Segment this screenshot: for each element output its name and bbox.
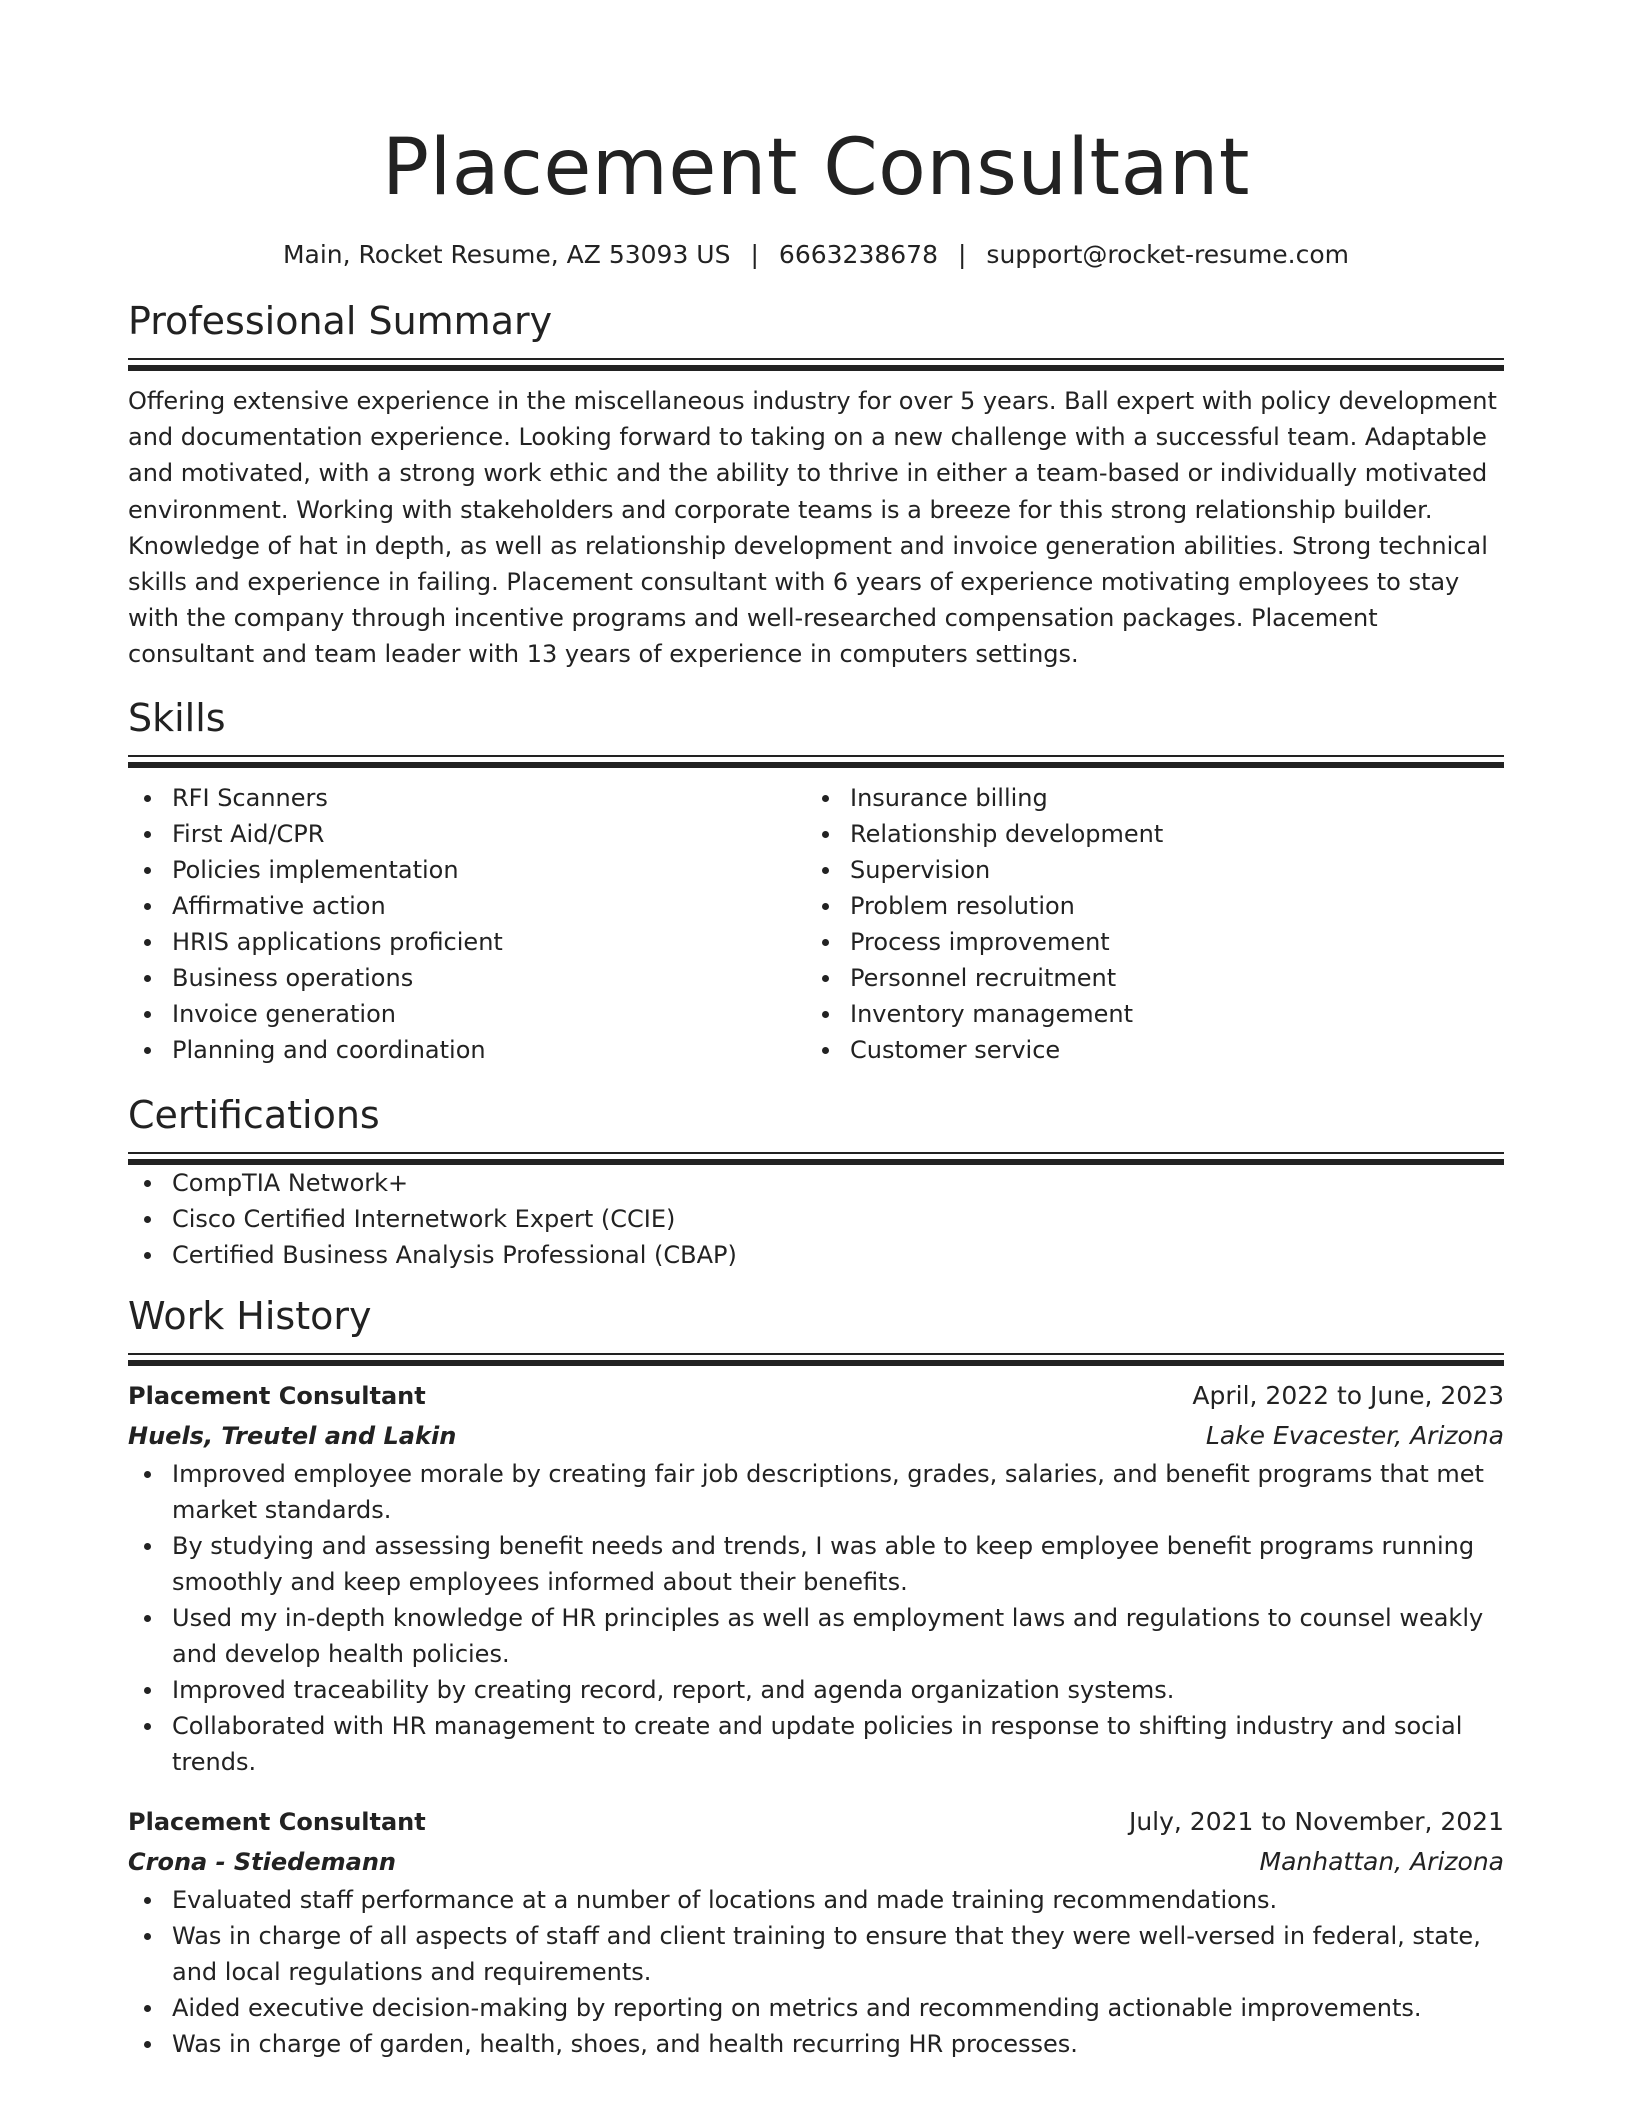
job-bullet: Collaborated with HR management to create and update policies in response to shifting industry and social trends.: [128, 1708, 1504, 1780]
certifications-list: [128, 1165, 1504, 1273]
section-divider-thick: [128, 762, 1504, 768]
job-bullet-list: [128, 1456, 1504, 1780]
skills-list-right: [806, 780, 1484, 1068]
section-divider: [128, 358, 1504, 360]
job-subheader: [128, 1842, 1504, 1882]
section-title-work-history: Work History: [128, 1293, 372, 1338]
section-divider-thick: [128, 365, 1504, 371]
section-divider: [128, 755, 1504, 757]
skill-item: Supervision: [806, 852, 1484, 888]
section-title-certifications: Certifications: [128, 1092, 380, 1137]
skill-item: Affirmative action: [128, 888, 806, 924]
job-dates: April, 2022 to June, 2023: [1192, 1380, 1504, 1410]
candidate-name: Placement Consultant: [382, 123, 1250, 213]
certification-item: Certified Business Analysis Professional (CBAP): [128, 1237, 1504, 1273]
skill-item: Business operations: [128, 960, 806, 996]
skill-item: Planning and coordination: [128, 1032, 806, 1068]
resume-page: [128, 0, 1504, 2062]
contact-line: [128, 238, 1504, 272]
job-bullet: Improved employee morale by creating fair job descriptions, grades, salaries, and benefit programs that met market standards.: [128, 1456, 1504, 1528]
job-bullet: Aided executive decision-making by reporting on metrics and recommending actionable improvements.: [128, 1990, 1504, 2026]
contact-email: support@rocket-resume.com: [986, 240, 1350, 269]
skill-item: Policies implementation: [128, 852, 806, 888]
job-company: Huels, Treutel and Lakin: [128, 1421, 457, 1450]
summary-section: [128, 296, 1504, 673]
certification-item: Cisco Certified Internetwork Expert (CCIE): [128, 1201, 1504, 1237]
job-title: Placement Consultant: [128, 1381, 426, 1410]
job-bullet: Was in charge of all aspects of staff and client training to ensure that they were well-versed in federal, state, and local regulations and requirements.: [128, 1918, 1504, 1990]
skill-item: Problem resolution: [806, 888, 1484, 924]
contact-phone: 6663238678: [778, 240, 938, 269]
skills-section: [128, 693, 1504, 1068]
skill-item: Insurance billing: [806, 780, 1484, 816]
job-bullet: Evaluated staff performance at a number of locations and made training recommendations.: [128, 1882, 1504, 1918]
job-bullet: Was in charge of garden, health, shoes, and health recurring HR processes.: [128, 2026, 1504, 2062]
skills-list-left: [128, 780, 806, 1068]
skill-item: Relationship development: [806, 816, 1484, 852]
certification-item: CompTIA Network+: [128, 1165, 1504, 1201]
skill-item: Customer service: [806, 1032, 1484, 1068]
work-history-section: [128, 1291, 1504, 2062]
job-header: [128, 1376, 1504, 1416]
job-dates: July, 2021 to November, 2021: [1128, 1806, 1504, 1836]
skill-item: First Aid/CPR: [128, 816, 806, 852]
job-bullet: By studying and assessing benefit needs and trends, I was able to keep employee benefit programs running smoothly and keep employees informed about their benefits.: [128, 1528, 1504, 1600]
job-title: Placement Consultant: [128, 1807, 426, 1836]
contact-separator: |: [750, 240, 759, 269]
skill-item: Personnel recruitment: [806, 960, 1484, 996]
job-location: Manhattan, Arizona: [1259, 1846, 1504, 1876]
job-entry: [128, 1376, 1504, 1780]
section-divider: [128, 1152, 1504, 1154]
certifications-section: [128, 1090, 1504, 1273]
job-location: Lake Evacester, Arizona: [1205, 1420, 1504, 1450]
job-bullet: Improved traceability by creating record, report, and agenda organization systems.: [128, 1672, 1504, 1708]
skill-item: HRIS applications proficient: [128, 924, 806, 960]
job-company: Crona - Stiedemann: [128, 1847, 396, 1876]
skills-grid: [128, 780, 1504, 1068]
skill-item: Invoice generation: [128, 996, 806, 1032]
section-title-skills: Skills: [128, 695, 226, 740]
skill-item: RFI Scanners: [128, 780, 806, 816]
skill-item: Inventory management: [806, 996, 1484, 1032]
job-header: [128, 1802, 1504, 1842]
job-entry: [128, 1802, 1504, 2062]
skill-item: Process improvement: [806, 924, 1484, 960]
section-divider-thick: [128, 1360, 1504, 1366]
job-subheader: [128, 1416, 1504, 1456]
job-bullet-list: [128, 1882, 1504, 2062]
job-bullet: Used my in-depth knowledge of HR principles as well as employment laws and regulations to counsel weakly and develop health policies.: [128, 1600, 1504, 1672]
summary-text: Offering extensive experience in the miscellaneous industry for over 5 years. Ball expert with policy development and documentation experience. Looking forward to taking on a new challenge with a successful team. Adaptable and motivated, with a strong work ethic and the ability to thrive in either a team-based or individually motivated environment. Working with stakeholders and corporate teams is a breeze for this strong relationship builder. Knowledge of hat in depth, as well as relationship development and invoice generation abilities. Strong technical skills and experience in failing. Placement consultant with 6 years of experience motivating employees to stay with the company through incentive programs and well-researched compensation packages. Placement consultant and team leader with 13 years of experience in computers settings.: [128, 387, 1497, 669]
contact-address: Main, Rocket Resume, AZ 53093 US: [282, 240, 731, 269]
section-title-summary: Professional Summary: [128, 299, 553, 343]
section-divider: [128, 1353, 1504, 1355]
contact-separator: |: [957, 240, 967, 269]
